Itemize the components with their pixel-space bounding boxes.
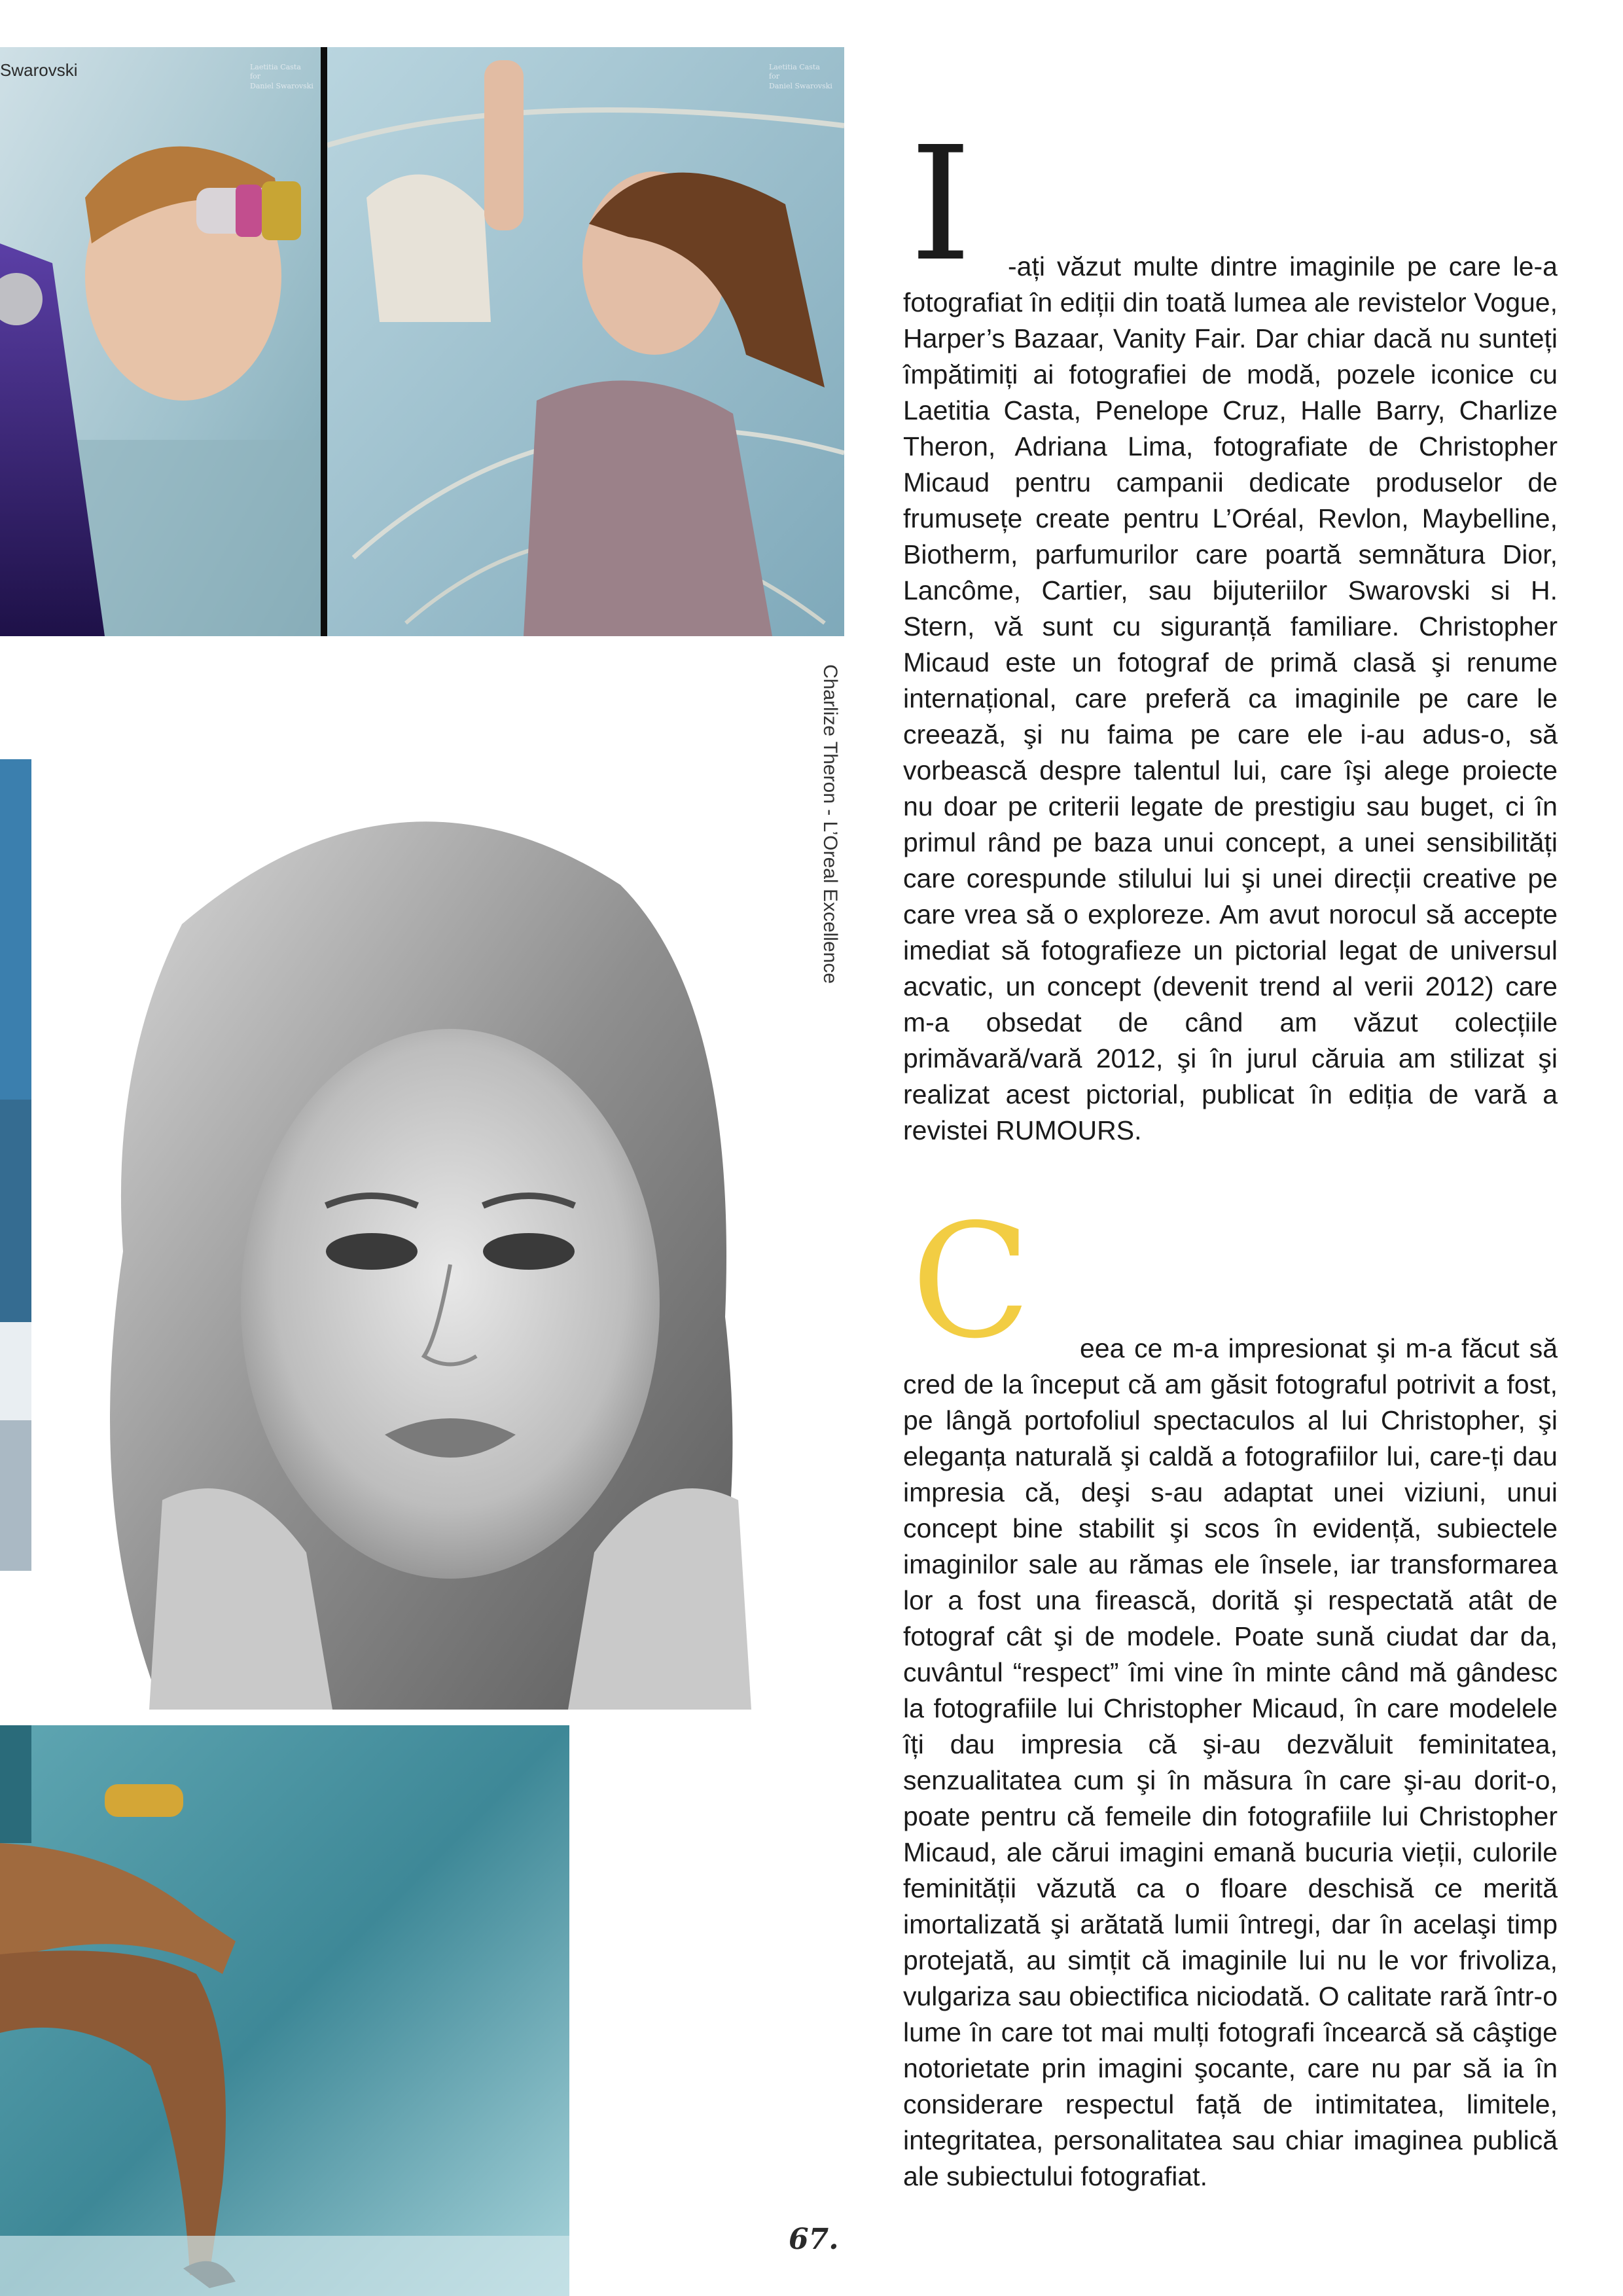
photo-credit-left: Laetitia Casta for Daniel Swarovski bbox=[250, 63, 313, 90]
swarovski-photo-left bbox=[0, 47, 321, 636]
article-paragraph-1-text: -ați văzut multe dintre imaginile pe care le-a fotografiat în ediții din toată lumea ale revistelor Vogue, Harper’s Bazaar, Vanity Fair. Dar chiar dacă nu sunteți împătimiți ai fotografiei de modă, pozele iconice cu Laetitia Casta, Penelope Cruz, Halle Barry, Charlize Theron, Adriana Lima, fotografiate de Christopher Micaud pentru campanii dedicate produselor de frumusețe create pentru L’Oréal, Revlon, Maybelline, Biotherm, parfumurilor care poartă semnătura Dior, Lancôme, Cartier, sau bijuteriilor Swarovski si H. Stern, vă sunt cu siguranță familiare. Christopher Micaud este un fotograf de primă clasă şi renume internațional, care preferă ca imaginile pe care le creează, şi nu faima pe care ele i-au adus-o, să vorbească despre talentul lui, care îşi alege proiecte nu doar pe criterii legate de prestigiu sau buget, ci în primul rând pe baza unui concept, a unei sensibilități care corespunde stilului lui şi unei direcții creative pe care vrea să o exploreze. Am avut norocul să accepte imediat să fotografieze un pictorial legat de universul acvatic, un concept (devenit trend al verii 2012) care m-a obsedat de când am văzut colecțiile primăvară/vară 2012, şi în jurul căruia am stilizat şi realizat acest pictorial, publicat în ediția de vară a revistei RUMOURS. bbox=[903, 251, 1558, 1145]
article-paragraph-2-text: eea ce m-a impresionat şi m-a făcut să cred de la început că am găsit fotograful potrivit a fost, pe lângă portofoliul spectaculos al lui Christopher, şi eleganța naturală şi caldă a fotografiilor lui, care-ți dau impresia că, deşi s-au adaptat unei viziuni, unui concept bine stabilit şi scos în evidență, subiectele imaginilor sale au rămas ele însele, iar transformarea lor a fost una firească, dorită şi respectată atât de fotograf cât şi de modele. Poate sună ciudat dar da, cuvântul “respect” îmi vine în minte când mă gândesc la fotografiile lui Christopher Micaud, în care modelele îți dau impresia că şi-au dezvăluit feminitatea, senzualitatea cum şi în măsura în care şi-au dorit-o, poate pentru că femeile din fotografiile lui Christopher Micaud, ale cărui imagini emană bucuria vieții, culorile feminității văzută ca o floare deschisă ce merită imortalizată şi arătată lumii întregi, dar în acelaşi timp protejată, au simțit că imaginile lui nu le vor frivoliza, vulgariza sau obiectifica niciodată. O calitate rară într-o lume în care tot mai mulți fotografi încearcă să câştige notorietate prin imagini şocante, care nu par să ia în considerare respectul față de intimitatea, limitele, integritatea, personalitatea sau chiar imaginea publică ale subiectului fotografiat. bbox=[903, 1333, 1558, 2191]
swarovski-photo-right bbox=[327, 47, 844, 636]
brand-label: Swarovski bbox=[0, 60, 78, 80]
photo-credit-right: Laetitia Casta for Daniel Swarovski bbox=[769, 63, 832, 90]
page-number: 67. bbox=[789, 2223, 839, 2256]
photo-caption: Charlize Theron - L’Oreal Excellence bbox=[819, 664, 841, 984]
legs-photo bbox=[0, 1725, 569, 2296]
article-paragraph-2 bbox=[903, 1331, 1558, 2195]
article-paragraph-1 bbox=[903, 249, 1558, 1149]
dropcap-c: C bbox=[911, 1190, 1031, 1373]
charlize-portrait bbox=[31, 728, 869, 1710]
dropcap-i: I bbox=[910, 113, 972, 296]
photo-divider bbox=[321, 47, 327, 636]
